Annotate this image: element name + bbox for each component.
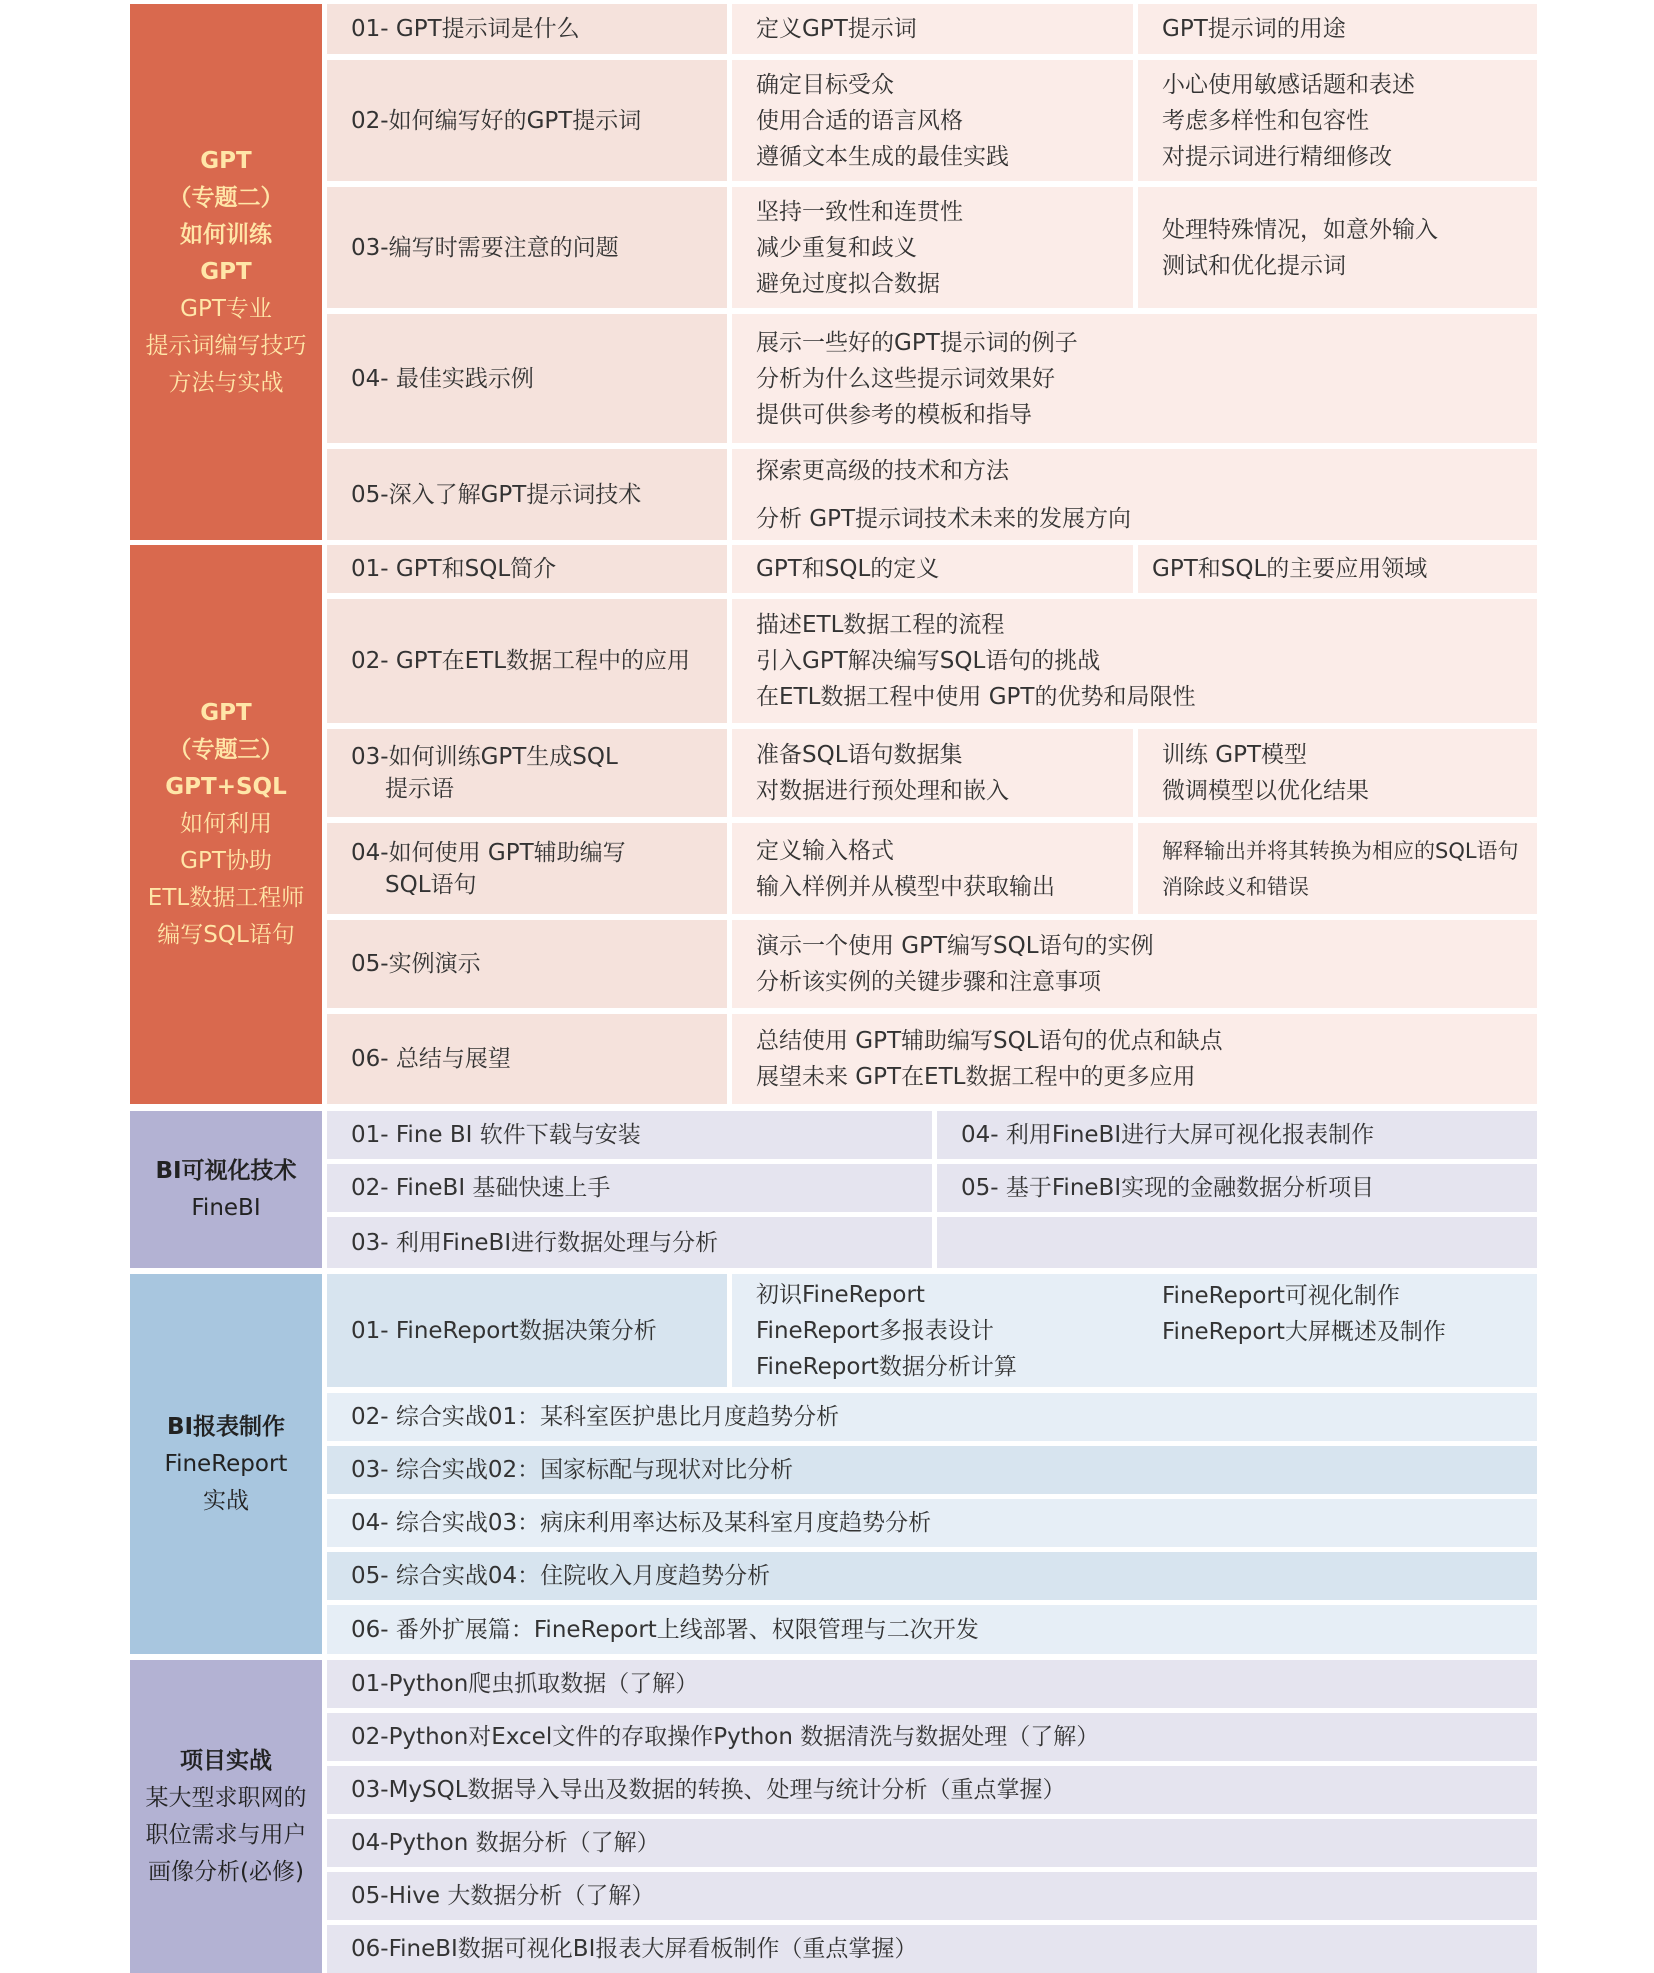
finereport-row: 04- 综合实战03：病床利用率达标及某科室月度趋势分析 xyxy=(327,1499,1537,1547)
category-gpt-prompt xyxy=(130,4,322,540)
project-row: 05-Hive 大数据分析（了解） xyxy=(327,1872,1537,1920)
lesson-title: 01- GPT和SQL简介 xyxy=(327,545,727,593)
category-line: （专题三） xyxy=(168,737,284,763)
lesson-title: 03-如何训练GPT生成SQL 提示语 xyxy=(327,729,727,817)
category-line: ETL数据工程师 xyxy=(147,885,305,911)
finebi-empty-cell xyxy=(937,1217,1537,1268)
category-line: 画像分析(必修) xyxy=(148,1858,304,1885)
project-row: 03-MySQL数据导入导出及数据的转换、处理与统计分析（重点掌握） xyxy=(327,1766,1537,1814)
lesson-detail: 训练 GPT模型 微调模型以优化结果 xyxy=(1138,729,1537,817)
lesson-detail: 总结使用 GPT辅助编写SQL语句的优点和缺点 展望未来 GPT在ETL数据工程中的更多应用 xyxy=(732,1014,1537,1104)
category-line: 职位需求与用户 xyxy=(145,1821,307,1848)
category-line: 某大型求职网的 xyxy=(145,1784,307,1811)
category-line: GPT+SQL xyxy=(165,774,287,800)
lesson-detail: 演示一个使用 GPT编写SQL语句的实例 分析该实例的关键步骤和注意事项 xyxy=(732,920,1537,1008)
lesson-title: 04-如何使用 GPT辅助编写 SQL语句 xyxy=(327,823,727,914)
lesson-detail: GPT和SQL的定义 xyxy=(732,545,1133,593)
lesson-detail: 坚持一致性和连贯性 减少重复和歧义 避免过度拟合数据 xyxy=(732,187,1133,308)
category-line: BI可视化技术 xyxy=(155,1157,297,1184)
finebi-item: 02- FineBI 基础快速上手 xyxy=(327,1164,932,1212)
category-line: 实战 xyxy=(203,1487,249,1514)
category-line: 提示词编写技巧 xyxy=(145,332,307,359)
category-line: GPT协助 xyxy=(180,848,272,874)
lesson-detail: 定义GPT提示词 xyxy=(732,4,1133,54)
category-line: GPT xyxy=(200,258,252,285)
category-line: FineReport xyxy=(164,1450,288,1477)
lesson-title: 06- 总结与展望 xyxy=(327,1014,727,1104)
lesson-detail: 展示一些好的GPT提示词的例子 分析为什么这些提示词效果好 提供可供参考的模板和指导 xyxy=(732,314,1537,443)
project-row: 06-FineBI数据可视化BI报表大屏看板制作（重点掌握） xyxy=(327,1925,1537,1973)
finebi-item: 05- 基于FineBI实现的金融数据分析项目 xyxy=(937,1164,1537,1212)
lesson-title: 01- GPT提示词是什么 xyxy=(327,4,727,54)
finebi-item: 03- 利用FineBI进行数据处理与分析 xyxy=(327,1217,932,1268)
project-row: 01-Python爬虫抓取数据（了解） xyxy=(327,1660,1537,1708)
lesson-title: 02- GPT在ETL数据工程中的应用 xyxy=(327,599,727,723)
lesson-detail: 探索更高级的技术和方法 分析 GPT提示词技术未来的发展方向 xyxy=(732,449,1537,540)
lesson-detail: 准备SQL语句数据集 对数据进行预处理和嵌入 xyxy=(732,729,1133,817)
category-line: 如何训练 xyxy=(180,221,272,248)
project-row: 02-Python对Excel文件的存取操作Python 数据清洗与数据处理（了解） xyxy=(327,1713,1537,1761)
lesson-detail: 确定目标受众 使用合适的语言风格 遵循文本生成的最佳实践 xyxy=(732,60,1133,181)
lesson-detail: FineReport可视化制作 FineReport大屏概述及制作 xyxy=(1162,1283,1446,1345)
category-line: GPT xyxy=(200,147,252,174)
lesson-title: 02-如何编写好的GPT提示词 xyxy=(327,60,727,181)
lesson-title: 03-编写时需要注意的问题 xyxy=(327,187,727,308)
lesson-detail: GPT和SQL的主要应用领域 xyxy=(1138,545,1537,593)
category-line: 方法与实战 xyxy=(168,369,284,396)
project-row: 04-Python 数据分析（了解） xyxy=(327,1819,1537,1867)
category-line: （专题二） xyxy=(168,184,284,211)
category-finebi xyxy=(130,1111,322,1268)
lesson-detail: 定义输入格式 输入样例并从模型中获取输出 xyxy=(732,823,1133,914)
category-project xyxy=(130,1660,322,1973)
finebi-item: 04- 利用FineBI进行大屏可视化报表制作 xyxy=(937,1111,1537,1159)
lesson-detail: 初识FineReport FineReport多报表设计 FineReport数据分析计算 xyxy=(732,1274,1537,1387)
lesson-detail: 处理特殊情况，如意外输入 测试和优化提示词 xyxy=(1138,187,1537,308)
category-line: GPT xyxy=(200,700,252,726)
lesson-detail: 解释输出并将其转换为相应的SQL语句 消除歧义和错误 xyxy=(1138,823,1537,914)
category-line: 项目实战 xyxy=(180,1747,272,1774)
category-finereport xyxy=(130,1274,322,1654)
finereport-row: 06- 番外扩展篇：FineReport上线部署、权限管理与二次开发 xyxy=(327,1605,1537,1654)
lesson-detail: 小心使用敏感话题和表述 考虑多样性和包容性 对提示词进行精细修改 xyxy=(1138,60,1537,181)
lesson-detail: GPT提示词的用途 xyxy=(1138,4,1537,54)
lesson-title: 04- 最佳实践示例 xyxy=(327,314,727,443)
category-line: FineBI xyxy=(191,1194,261,1221)
category-line: 如何利用 xyxy=(180,811,272,837)
lesson-title: 01- FineReport数据决策分析 xyxy=(327,1274,727,1387)
finereport-row: 03- 综合实战02：国家标配与现状对比分析 xyxy=(327,1446,1537,1494)
category-line: 编写SQL语句 xyxy=(157,922,295,948)
lesson-detail: 描述ETL数据工程的流程 引入GPT解决编写SQL语句的挑战 在ETL数据工程中使用 GPT的优势和局限性 xyxy=(732,599,1537,723)
finebi-item: 01- Fine BI 软件下载与安装 xyxy=(327,1111,932,1159)
category-line: BI报表制作 xyxy=(166,1413,286,1440)
lesson-title: 05-实例演示 xyxy=(327,920,727,1008)
lesson-title: 05-深入了解GPT提示词技术 xyxy=(327,449,727,540)
category-gpt-sql xyxy=(130,545,322,1104)
finereport-row: 05- 综合实战04：住院收入月度趋势分析 xyxy=(327,1552,1537,1600)
category-line: GPT专业 xyxy=(180,295,272,322)
finereport-row: 02- 综合实战01：某科室医护患比月度趋势分析 xyxy=(327,1393,1537,1441)
